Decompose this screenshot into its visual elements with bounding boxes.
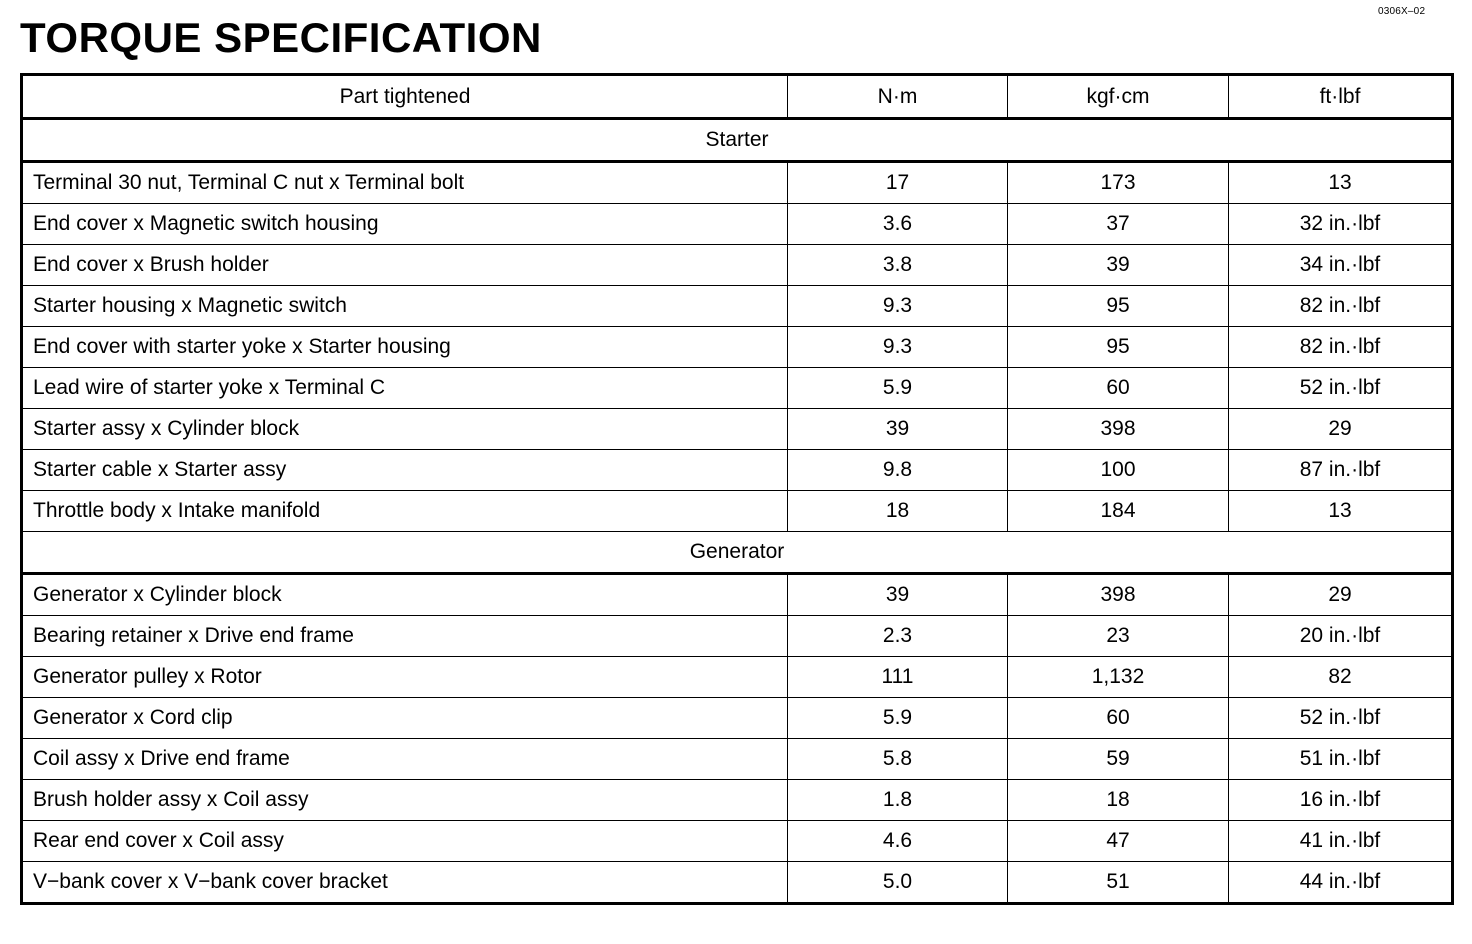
table-header-row: [22, 75, 1453, 119]
table-row: [22, 409, 1453, 450]
part-cell: Lead wire of starter yoke x Terminal C: [22, 368, 788, 409]
document-code: 0306X–02: [1378, 6, 1426, 17]
ftlbf-cell: 52 in.·lbf: [1229, 698, 1453, 739]
part-cell: Starter housing x Magnetic switch: [22, 286, 788, 327]
nm-cell: 39: [788, 409, 1008, 450]
part-cell: Terminal 30 nut, Terminal C nut x Terminal bolt: [22, 162, 788, 204]
part-cell: Starter cable x Starter assy: [22, 450, 788, 491]
nm-cell: 3.6: [788, 204, 1008, 245]
section-title: Starter: [22, 119, 1453, 162]
part-cell: Starter assy x Cylinder block: [22, 409, 788, 450]
ftlbf-cell: 52 in.·lbf: [1229, 368, 1453, 409]
nm-cell: 5.9: [788, 698, 1008, 739]
ftlbf-cell: 82 in.·lbf: [1229, 327, 1453, 368]
ftlbf-cell: 32 in.·lbf: [1229, 204, 1453, 245]
table-row: [22, 327, 1453, 368]
part-cell: Coil assy x Drive end frame: [22, 739, 788, 780]
part-cell: End cover x Magnetic switch housing: [22, 204, 788, 245]
nm-cell: 9.8: [788, 450, 1008, 491]
kgfcm-cell: 60: [1008, 368, 1229, 409]
nm-cell: 9.3: [788, 327, 1008, 368]
table-row: [22, 368, 1453, 409]
part-cell: Generator x Cylinder block: [22, 574, 788, 616]
kgfcm-cell: 47: [1008, 821, 1229, 862]
nm-cell: 39: [788, 574, 1008, 616]
ftlbf-cell: 20 in.·lbf: [1229, 616, 1453, 657]
kgfcm-cell: 18: [1008, 780, 1229, 821]
kgfcm-cell: 37: [1008, 204, 1229, 245]
table-body: [22, 119, 1453, 904]
kgfcm-cell: 184: [1008, 491, 1229, 532]
kgfcm-cell: 1,132: [1008, 657, 1229, 698]
kgfcm-cell: 60: [1008, 698, 1229, 739]
part-cell: Brush holder assy x Coil assy: [22, 780, 788, 821]
part-cell: Generator pulley x Rotor: [22, 657, 788, 698]
table-row: [22, 739, 1453, 780]
table-row: [22, 204, 1453, 245]
header-ftlbf: ft·lbf: [1229, 75, 1453, 119]
section-title: Generator: [22, 532, 1453, 574]
nm-cell: 2.3: [788, 616, 1008, 657]
nm-cell: 9.3: [788, 286, 1008, 327]
ftlbf-cell: 41 in.·lbf: [1229, 821, 1453, 862]
ftlbf-cell: 29: [1229, 409, 1453, 450]
nm-cell: 5.9: [788, 368, 1008, 409]
ftlbf-cell: 82 in.·lbf: [1229, 286, 1453, 327]
nm-cell: 5.8: [788, 739, 1008, 780]
page-title: TORQUE SPECIFICATION: [20, 14, 542, 61]
nm-cell: 5.0: [788, 862, 1008, 904]
kgfcm-cell: 95: [1008, 286, 1229, 327]
ftlbf-cell: 44 in.·lbf: [1229, 862, 1453, 904]
header-nm: N·m: [788, 75, 1008, 119]
nm-cell: 4.6: [788, 821, 1008, 862]
part-cell: End cover with starter yoke x Starter housing: [22, 327, 788, 368]
ftlbf-cell: 13: [1229, 162, 1453, 204]
kgfcm-cell: 23: [1008, 616, 1229, 657]
kgfcm-cell: 173: [1008, 162, 1229, 204]
kgfcm-cell: 51: [1008, 862, 1229, 904]
section-row-generator: [22, 532, 1453, 574]
header-part-tightened: Part tightened: [22, 75, 788, 119]
header-kgfcm: kgf·cm: [1008, 75, 1229, 119]
table-row: [22, 450, 1453, 491]
ftlbf-cell: 82: [1229, 657, 1453, 698]
part-cell: Generator x Cord clip: [22, 698, 788, 739]
section-row-starter: [22, 119, 1453, 162]
table-row: [22, 286, 1453, 327]
table-row: [22, 821, 1453, 862]
ftlbf-cell: 29: [1229, 574, 1453, 616]
nm-cell: 3.8: [788, 245, 1008, 286]
kgfcm-cell: 59: [1008, 739, 1229, 780]
torque-spec-table: [20, 73, 1454, 905]
nm-cell: 111: [788, 657, 1008, 698]
ftlbf-cell: 87 in.·lbf: [1229, 450, 1453, 491]
table-row: [22, 616, 1453, 657]
nm-cell: 1.8: [788, 780, 1008, 821]
part-cell: V−bank cover x V−bank cover bracket: [22, 862, 788, 904]
kgfcm-cell: 398: [1008, 409, 1229, 450]
table-row: [22, 245, 1453, 286]
ftlbf-cell: 13: [1229, 491, 1453, 532]
part-cell: End cover x Brush holder: [22, 245, 788, 286]
ftlbf-cell: 51 in.·lbf: [1229, 739, 1453, 780]
table-row: [22, 780, 1453, 821]
kgfcm-cell: 100: [1008, 450, 1229, 491]
table-row: [22, 491, 1453, 532]
ftlbf-cell: 16 in.·lbf: [1229, 780, 1453, 821]
nm-cell: 18: [788, 491, 1008, 532]
table-row: [22, 162, 1453, 204]
part-cell: Rear end cover x Coil assy: [22, 821, 788, 862]
table-row: [22, 657, 1453, 698]
kgfcm-cell: 95: [1008, 327, 1229, 368]
kgfcm-cell: 398: [1008, 574, 1229, 616]
kgfcm-cell: 39: [1008, 245, 1229, 286]
table-row: [22, 698, 1453, 739]
part-cell: Throttle body x Intake manifold: [22, 491, 788, 532]
ftlbf-cell: 34 in.·lbf: [1229, 245, 1453, 286]
part-cell: Bearing retainer x Drive end frame: [22, 616, 788, 657]
nm-cell: 17: [788, 162, 1008, 204]
table-row: [22, 862, 1453, 904]
table-row: [22, 574, 1453, 616]
